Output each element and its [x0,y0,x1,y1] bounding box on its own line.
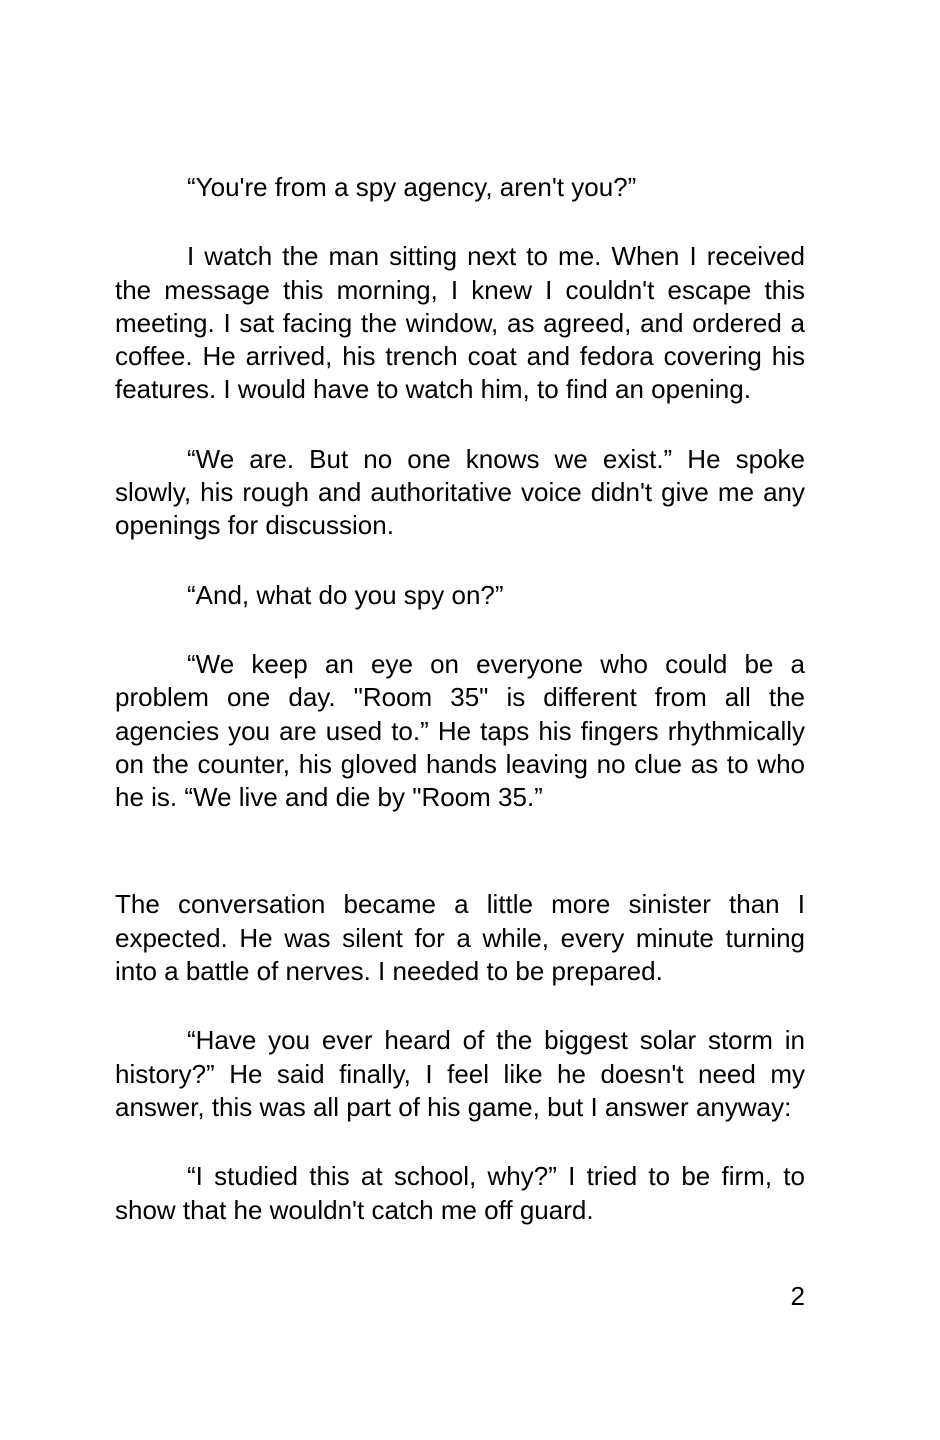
paragraph [115,648,805,814]
page-number: 2 [790,1281,805,1311]
paragraph [115,171,805,204]
text-line: show that he wouldn't catch me off guard. [115,1194,594,1225]
text-line: coffee. He arrived, his trench coat and fedora covering his [115,341,805,372]
text-line: on the counter, his gloved hands leaving no clue as to who [115,748,805,779]
text-line: problem one day. "Room 35" is different from all the [115,682,805,713]
paragraph [115,888,805,988]
text-block [115,171,805,1227]
paragraph [115,579,805,612]
text-line: “I studied this at school, why?” I tried to be firm, to [187,1161,805,1192]
paragraph [115,240,805,406]
text-line: “We are. But no one knows we exist.” He spoke [187,443,805,474]
text-line: history?” He said finally, I feel like he doesn't need my [115,1058,805,1089]
text-line: expected. He was silent for a while, every minute turning [115,922,805,953]
text-line: “We keep an eye on everyone who could be a [187,648,805,679]
text-line: he is. “We live and die by "Room 35.” [115,782,543,813]
text-line: The conversation became a little more sinister than I [115,889,805,920]
paragraph [115,443,805,543]
text-line: “And, what do you spy on?” [187,579,504,610]
text-line: openings for discussion. [115,510,394,541]
text-line: the message this morning, I knew I couldn't escape this [115,274,805,305]
paragraph [115,1160,805,1227]
text-line: “Have you ever heard of the biggest solar storm in [187,1025,805,1056]
text-line: “You're from a spy agency, aren't you?” [187,172,637,202]
paragraph [115,1024,805,1124]
text-line: I watch the man sitting next to me. When I received [187,241,805,272]
text-line: answer, this was all part of his game, but I answer anyway: [115,1091,792,1122]
text-line: slowly, his rough and authoritative voice didn't give me any [115,477,805,508]
text-line: agencies you are used to.” He taps his fingers rhythmically [115,715,805,746]
text-line: into a battle of nerves. I needed to be prepared. [115,956,663,987]
text-line: features. I would have to watch him, to find an opening. [115,374,751,405]
text-line: meeting. I sat facing the window, as agreed, and ordered a [115,307,805,338]
